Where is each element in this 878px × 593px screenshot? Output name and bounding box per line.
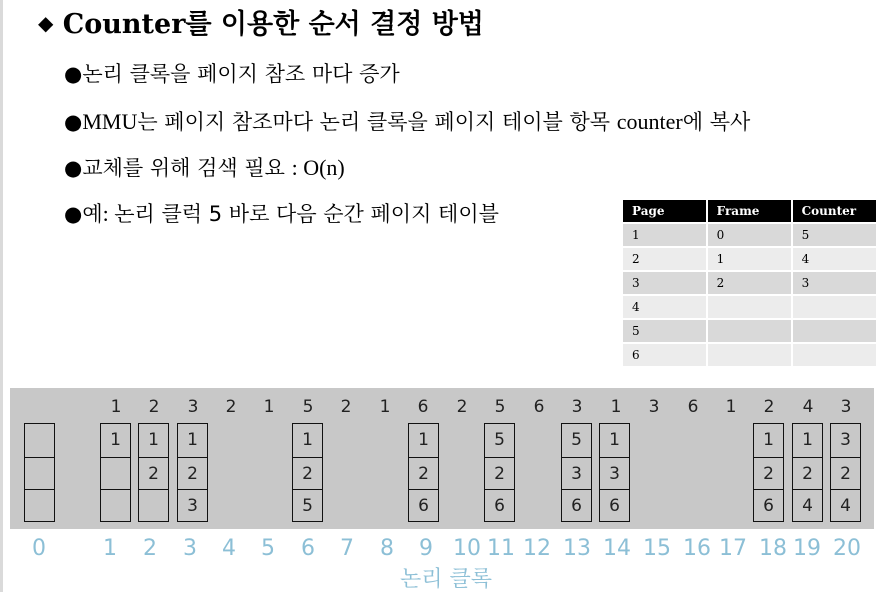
table-row — [622, 343, 877, 367]
reference-value: 2 — [763, 397, 775, 417]
reference-value: 6 — [533, 397, 545, 417]
bullet-4-pre: 예 — [82, 202, 103, 226]
clock-tick: 10 — [453, 536, 481, 561]
reference-value: 2 — [225, 397, 237, 417]
frame-column — [24, 423, 55, 522]
page-table — [621, 198, 878, 368]
frame-column — [484, 423, 515, 522]
frame-cell: 1 — [802, 430, 813, 450]
frame-column — [138, 423, 169, 522]
frame-cell: 5 — [302, 496, 313, 516]
clock-tick: 7 — [340, 536, 354, 561]
clock-tick: 1 — [103, 536, 117, 561]
frame-column — [292, 423, 323, 522]
clock-tick: 11 — [487, 536, 515, 561]
bullet-2 — [64, 106, 750, 136]
table-row — [622, 319, 877, 343]
frame-column — [830, 423, 861, 522]
frame-cell: 2 — [831, 457, 860, 490]
cell-counter: 3 — [792, 271, 877, 295]
bullet-1-text: 논리 클록을 페이지 참조 마다 증가 — [82, 62, 400, 86]
frame-column — [599, 423, 630, 522]
bullet-dot-icon: ● — [64, 202, 83, 226]
clock-tick: 2 — [143, 536, 157, 561]
frame-cell: 2 — [409, 457, 438, 490]
reference-value: 1 — [263, 397, 275, 417]
cell-frame — [707, 295, 792, 319]
slide-left-edge — [0, 0, 3, 592]
reference-value: 5 — [494, 397, 506, 417]
bullet-4 — [64, 198, 499, 228]
reference-value: 6 — [687, 397, 699, 417]
clock-tick: 12 — [523, 536, 551, 561]
bullet-dot-icon: ● — [64, 62, 83, 86]
frame-cell: 2 — [139, 457, 168, 490]
clock-tick: 19 — [793, 536, 821, 561]
bullet-4-text: 논리 클럭 5 바로 다음 순간 페이지 테이블 — [114, 202, 499, 226]
header-counter: Counter — [792, 199, 877, 223]
frame-column — [792, 423, 823, 522]
clock-tick: 15 — [643, 536, 671, 561]
header-page: Page — [622, 199, 707, 223]
reference-value: 2 — [456, 397, 468, 417]
frame-cell: 2 — [793, 457, 822, 490]
cell-frame: 1 — [707, 247, 792, 271]
bullet-2-text: 는 페이지 참조마다 논리 클록을 페이지 테이블 항목 — [137, 110, 617, 134]
cell-page: 1 — [622, 223, 707, 247]
reference-value: 5 — [302, 397, 314, 417]
frame-cell: 2 — [293, 457, 322, 490]
bullet-3 — [64, 152, 345, 182]
frame-column — [177, 423, 208, 522]
clock-tick: 18 — [759, 536, 787, 561]
frame-cell: 6 — [763, 496, 774, 516]
clock-tick: 6 — [301, 536, 315, 561]
frame-cell: 1 — [418, 430, 429, 450]
bullet-2-mmu: MMU — [82, 109, 138, 134]
clock-tick: 0 — [32, 536, 46, 561]
clock-tick: 5 — [261, 536, 275, 561]
frame-cell: 1 — [148, 430, 159, 450]
cell-counter — [792, 295, 877, 319]
frame-cell — [25, 490, 54, 523]
reference-value: 2 — [340, 397, 352, 417]
cell-counter: 4 — [792, 247, 877, 271]
clock-tick: 3 — [183, 536, 197, 561]
frame-column — [753, 423, 784, 522]
reference-value: 3 — [187, 397, 199, 417]
frame-cell: 5 — [571, 430, 582, 450]
clock-tick: 9 — [419, 536, 433, 561]
reference-value: 4 — [802, 397, 814, 417]
frame-cell: 3 — [840, 430, 851, 450]
title-counter: Counter — [62, 9, 186, 40]
cell-page: 4 — [622, 295, 707, 319]
frame-cell: 1 — [187, 430, 198, 450]
frame-cell: 3 — [562, 457, 591, 490]
frame-cell: 1 — [763, 430, 774, 450]
reference-value: 1 — [110, 397, 122, 417]
table-row — [622, 247, 877, 271]
cell-page: 3 — [622, 271, 707, 295]
frame-column — [100, 423, 131, 522]
reference-value: 3 — [571, 397, 583, 417]
frame-cell — [139, 490, 168, 523]
reference-value: 2 — [148, 397, 160, 417]
bullet-2-post: 에 복사 — [682, 110, 751, 134]
cell-counter — [792, 343, 877, 367]
frame-cell: 6 — [609, 496, 620, 516]
frame-column — [561, 423, 592, 522]
clock-tick: 20 — [833, 536, 861, 561]
clock-tick: 16 — [683, 536, 711, 561]
frame-cell: 1 — [302, 430, 313, 450]
reference-value: 6 — [417, 397, 429, 417]
bullet-4-colon: : — [102, 201, 115, 226]
slide-title — [38, 2, 484, 41]
frame-cell: 4 — [802, 496, 813, 516]
reference-value: 1 — [379, 397, 391, 417]
reference-value: 1 — [610, 397, 622, 417]
clock-tick: 8 — [380, 536, 394, 561]
bullet-3-complexity: : O(n) — [291, 155, 345, 180]
clock-axis-label: 논리 클록 — [400, 567, 493, 592]
frame-cell: 6 — [494, 496, 505, 516]
frame-column — [408, 423, 439, 522]
cell-counter — [792, 319, 877, 343]
frame-cell: 2 — [485, 457, 514, 490]
frame-cell — [101, 457, 130, 490]
clock-tick: 4 — [222, 536, 236, 561]
frame-cell — [101, 490, 130, 523]
clock-tick: 17 — [719, 536, 747, 561]
cell-frame — [707, 319, 792, 343]
bullet-3-text: 교체를 위해 검색 필요 — [82, 156, 292, 180]
diamond-bullet-icon: ◆ — [38, 11, 54, 35]
reference-value: 1 — [725, 397, 737, 417]
frame-cell: 1 — [609, 430, 620, 450]
clock-tick: 14 — [603, 536, 631, 561]
frame-cell: 2 — [178, 457, 207, 490]
cell-page: 2 — [622, 247, 707, 271]
frame-cell: 1 — [110, 430, 121, 450]
cell-counter: 5 — [792, 223, 877, 247]
table-row — [622, 223, 877, 247]
title-rest: 를 이용한 순서 결정 방법 — [185, 9, 484, 40]
frame-cell: 4 — [840, 496, 851, 516]
frame-cell: 5 — [494, 430, 505, 450]
bullet-1 — [64, 58, 400, 88]
header-frame: Frame — [707, 199, 792, 223]
reference-value: 3 — [648, 397, 660, 417]
frame-cell — [25, 424, 54, 457]
cell-page: 5 — [622, 319, 707, 343]
cell-page: 6 — [622, 343, 707, 367]
clock-tick: 13 — [563, 536, 591, 561]
frame-cell: 3 — [187, 496, 198, 516]
frame-cell: 6 — [571, 496, 582, 516]
cell-frame — [707, 343, 792, 367]
table-row — [622, 295, 877, 319]
bullet-2-counter: counter — [616, 109, 683, 134]
bullet-dot-icon: ● — [64, 156, 83, 180]
reference-value: 3 — [840, 397, 852, 417]
cell-frame: 0 — [707, 223, 792, 247]
cell-frame: 2 — [707, 271, 792, 295]
frame-cell: 6 — [418, 496, 429, 516]
frame-cell: 2 — [754, 457, 783, 490]
frame-cell — [25, 457, 54, 490]
page-table-header — [622, 199, 877, 223]
bullet-dot-icon: ● — [64, 110, 83, 134]
table-row — [622, 271, 877, 295]
frame-cell: 3 — [600, 457, 629, 490]
